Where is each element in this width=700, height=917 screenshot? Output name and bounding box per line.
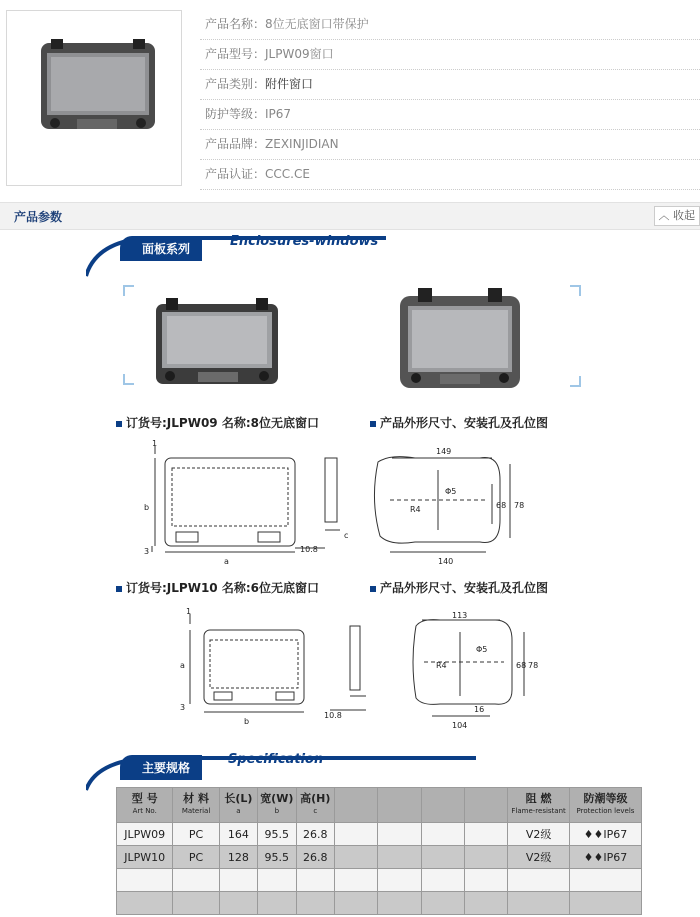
dim-w149: 149	[436, 447, 452, 456]
table-row	[117, 869, 642, 892]
row3-cell-4	[258, 869, 296, 892]
dim2-b: b	[244, 717, 250, 726]
row4-cell-6	[335, 892, 378, 915]
row2-height: 26.8	[296, 846, 334, 869]
row4-cell-7	[378, 892, 421, 915]
jlpw10-technical-drawing	[160, 606, 540, 734]
jlpw10-photo	[400, 288, 520, 388]
row3-cell-2	[173, 869, 219, 892]
row1-flame: V2级	[508, 823, 570, 846]
row2-empty-2	[378, 846, 421, 869]
square-bullet-icon	[370, 586, 376, 592]
row4-cell-1	[117, 892, 173, 915]
jlpw10-dims-text: 产品外形尺寸、安装孔及孔位图	[380, 581, 549, 595]
product-name-row	[200, 10, 700, 40]
product-category-value[interactable]: 附件窗口	[265, 77, 314, 91]
row2-empty-3	[421, 846, 464, 869]
row4-cell-2	[173, 892, 219, 915]
row4-cell-11	[569, 892, 641, 915]
header-material-cn: 材 料	[183, 792, 209, 805]
row4-cell-3	[219, 892, 257, 915]
dim-one: 1	[152, 440, 158, 448]
row3-cell-6	[335, 869, 378, 892]
jlpw09-photo	[156, 298, 278, 384]
row3-cell-7	[378, 869, 421, 892]
row1-empty-1	[335, 823, 378, 846]
header-model-en: Art No.	[132, 807, 157, 815]
jlpw09-dims-text: 产品外形尺寸、安装孔及孔位图	[380, 416, 549, 430]
header-protect-cn: 防潮等级	[583, 792, 628, 805]
row3-cell-9	[464, 869, 507, 892]
table-row	[117, 823, 642, 846]
row1-empty-4	[464, 823, 507, 846]
product-name-label: 产品名称：	[205, 17, 266, 31]
header-model-cn: 型 号	[131, 792, 158, 805]
header-protect-en: Protection levels	[576, 807, 635, 815]
dim-r4: R4	[410, 505, 421, 514]
header-material	[173, 788, 219, 823]
row4-cell-5	[296, 892, 334, 915]
product-protection-label: 防护等级：	[205, 107, 266, 121]
dim2-h78: 78	[528, 661, 539, 670]
collapse-label: 收起	[673, 209, 695, 222]
droplet-icon: ♦♦	[583, 850, 604, 864]
row2-protect	[569, 846, 641, 869]
jlpw09-order-header	[116, 414, 319, 431]
row1-empty-2	[378, 823, 421, 846]
jlpw09-order-text: 订货号:JLPW09 名称:8位无底窗口	[126, 416, 319, 430]
product-name-value: 8位无底窗口带保护	[265, 17, 369, 31]
row2-length: 128	[219, 846, 257, 869]
dim-w140: 140	[438, 557, 454, 566]
product-category-row	[200, 70, 700, 100]
row4-cell-4	[258, 892, 296, 915]
row1-model: JLPW09	[117, 823, 173, 846]
row1-width: 95.5	[258, 823, 296, 846]
row2-empty-1	[335, 846, 378, 869]
product-category-label: 产品类别：	[205, 77, 266, 91]
product-thumbnail[interactable]	[6, 10, 182, 186]
enclosures-title-en: Enclosures-windows	[230, 234, 379, 249]
header-empty-4	[464, 788, 507, 823]
dim2-three: 3	[180, 703, 186, 712]
droplet-icon: ♦♦	[583, 827, 604, 841]
header-width	[258, 788, 296, 823]
dim2-one: 1	[186, 607, 192, 616]
collapse-button[interactable]	[654, 206, 700, 226]
header-flame-cn: 阻 燃	[525, 792, 552, 805]
row2-protect-text: IP67	[603, 850, 628, 864]
header-height	[296, 788, 334, 823]
dim2-w16: 16	[474, 705, 485, 714]
jlpw09-technical-drawing	[140, 440, 530, 580]
header-material-en: Material	[181, 807, 211, 815]
product-thumbnail-image	[7, 11, 181, 185]
row2-flame: V2级	[508, 846, 570, 869]
dim-three: 3	[144, 547, 150, 556]
chevron-up-icon: ︿	[658, 209, 670, 222]
header-length-cn: 长(L)	[224, 792, 253, 805]
dim2-a: a	[180, 661, 185, 670]
dim2-ten8: 10.8	[324, 711, 342, 720]
product-photos	[120, 282, 585, 394]
dim2-w104: 104	[452, 721, 468, 730]
row1-empty-3	[421, 823, 464, 846]
jlpw10-order-text: 订货号:JLPW10 名称:6位无底窗口	[126, 581, 319, 595]
header-empty-3	[421, 788, 464, 823]
row2-width: 95.5	[258, 846, 296, 869]
product-model-label: 产品型号：	[205, 47, 266, 61]
jlpw09-dims-header	[370, 414, 548, 431]
square-bullet-icon	[116, 421, 122, 427]
product-params-bar	[0, 202, 700, 230]
spec-table	[116, 787, 642, 915]
dim-c: c	[344, 531, 349, 540]
spec-header-row	[117, 788, 642, 823]
square-bullet-icon	[370, 421, 376, 427]
header-model	[117, 788, 173, 823]
row1-material: PC	[173, 823, 219, 846]
jlpw10-dims-header	[370, 579, 548, 596]
product-cert-row	[200, 160, 700, 190]
spec-title-en: Specification	[228, 752, 324, 767]
row1-height: 26.8	[296, 823, 334, 846]
row3-cell-1	[117, 869, 173, 892]
header-length	[219, 788, 257, 823]
dim2-w113: 113	[452, 611, 468, 620]
header-empty-1	[335, 788, 378, 823]
table-row	[117, 892, 642, 915]
row3-cell-5	[296, 869, 334, 892]
product-cert-value: CCC.CE	[265, 167, 310, 181]
dim-phi5: Φ5	[445, 487, 457, 496]
header-flame-en: Flame-resistant	[511, 807, 566, 815]
header-width-cn: 宽(W)	[260, 792, 294, 805]
row4-cell-8	[421, 892, 464, 915]
product-params-title: 产品参数	[14, 210, 63, 224]
dim-a: a	[224, 557, 229, 566]
dim-b: b	[144, 503, 150, 512]
row3-cell-8	[421, 869, 464, 892]
row1-length: 164	[219, 823, 257, 846]
row2-model: JLPW10	[117, 846, 173, 869]
product-brand-row	[200, 130, 700, 160]
product-protection-row	[200, 100, 700, 130]
row1-protect	[569, 823, 641, 846]
product-protection-value: IP67	[265, 107, 292, 121]
spec-title-cn: 主要规格	[120, 755, 202, 780]
dim-ten8: 10.8	[300, 545, 318, 554]
product-brand-value: ZEXINJIDIAN	[265, 137, 339, 151]
header-empty-2	[378, 788, 421, 823]
row3-cell-3	[219, 869, 257, 892]
jlpw10-order-header	[116, 579, 319, 596]
row3-cell-11	[569, 869, 641, 892]
product-info-list	[200, 10, 700, 190]
header-width-sub: b	[274, 807, 280, 815]
dim2-r4: R4	[436, 661, 447, 670]
row3-cell-10	[508, 869, 570, 892]
row2-material: PC	[173, 846, 219, 869]
product-model-value: JLPW09窗口	[265, 47, 334, 61]
dim2-phi5: Φ5	[476, 645, 488, 654]
row4-cell-9	[464, 892, 507, 915]
dim-h68: 68	[496, 501, 507, 510]
header-protect	[569, 788, 641, 823]
dim2-h68: 68	[516, 661, 527, 670]
row1-protect-text: IP67	[603, 827, 628, 841]
product-cert-label: 产品认证：	[205, 167, 266, 181]
table-row	[117, 846, 642, 869]
dim-h78: 78	[514, 501, 525, 510]
header-flame	[508, 788, 570, 823]
product-brand-label: 产品品牌：	[205, 137, 266, 151]
square-bullet-icon	[116, 586, 122, 592]
row2-empty-4	[464, 846, 507, 869]
product-model-row	[200, 40, 700, 70]
enclosures-title-cn: 面板系列	[120, 236, 202, 261]
row4-cell-10	[508, 892, 570, 915]
header-height-sub: c	[313, 807, 318, 815]
header-height-cn: 高(H)	[300, 792, 331, 805]
header-length-sub: a	[236, 807, 241, 815]
